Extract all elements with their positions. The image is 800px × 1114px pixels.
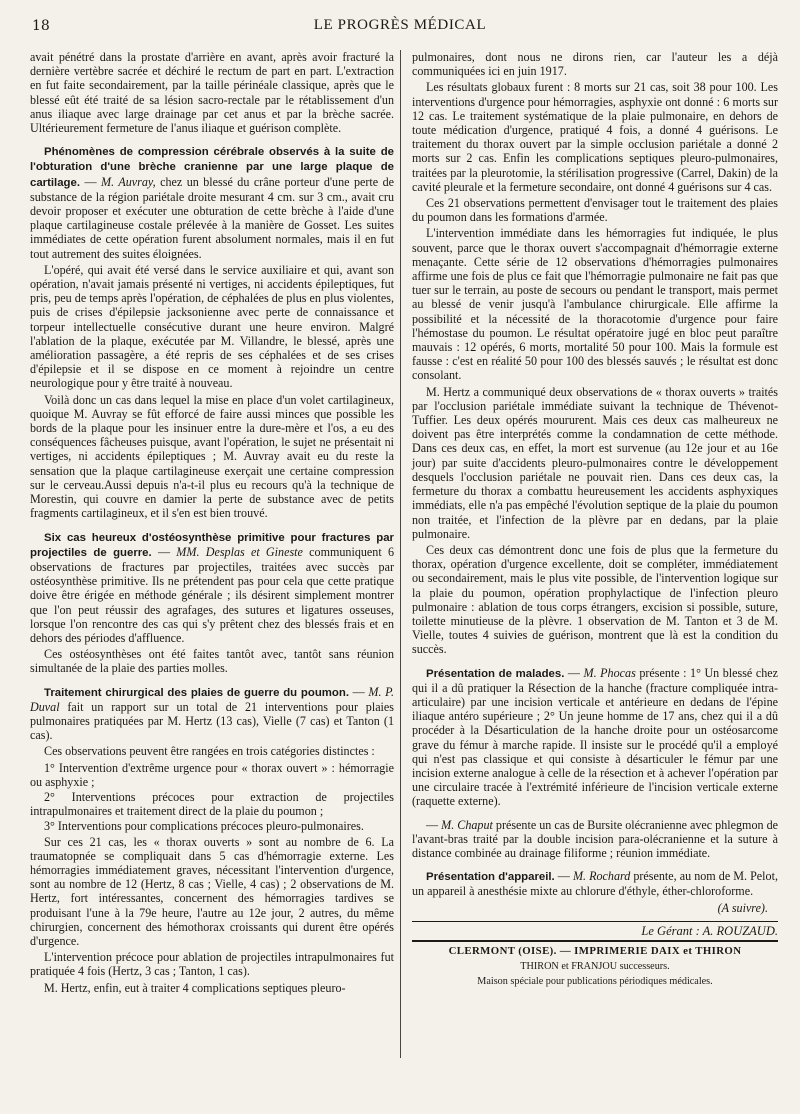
divider	[412, 921, 778, 922]
paragraph: présente : 1° Un blessé chez qui il a dû pratiquer la Résection de la hanche (fracture compliquée intra-articulaire) par une incision verticale et antérieure en dedans de l'épine iliaque antéro supérieure ; 2° Un jeune homme de 17 ans, chez qui il a dû procéder à la Désarticulation de la hanche droite pour un ostéosarcome grave du fémur à marche rapide. Il insiste sur le procédé qu'il a employé qui n'est pas classique et qui consiste à désarticuler le fémur par une incision externe analogue à celle de la résection et à achever l'opération par une circulaire tracée à l'extrémité inférieure de l'incision verticale externe (raquette externe).	[412, 665, 778, 809]
paragraph: présente, au nom de M. Pelot, un appareil à anesthésie mixte au chlorure d'éthyle, éther-chloroforme.	[412, 869, 778, 899]
paragraph: L'intervention immédiate dans les hémorragies fut indiquée, le plus souvent, parce que le thorax ouvert s'accompagnait d'hémorragie externe menaçante. Cette série de 12 observations d'hémorragies pulmonaires affirme une fois de plus ce fait que l'hémorragie pulmonaire ne fait pas que tuer sur le terrain, au poste de secours ou pendant le transport, mais permet au blessé de venir jusqu'à l'ambulance chirurgicale. Elle affirme la possibilité et la nécessité de la thoracotomie d'urgence pour faire l'hémostase du poumon. Le résultat opératoire jugé en bloc peut paraître mauvais : 12 opérés, 6 morts, mortalité 50 pour 100. Mais la formule est fausse : c'est en réalité 50 pour 100 des blessés sauvés ; le résultat est donc consolant.	[412, 226, 778, 383]
right-column	[412, 50, 778, 990]
author: M. Auvray,	[101, 174, 156, 189]
section-title: Traitement chirurgical des plaies de guerre du poumon.	[44, 686, 350, 699]
divider	[412, 940, 778, 942]
printer-line: THIRON et FRANJOU successeurs.	[520, 960, 670, 972]
paragraph: pulmonaires, dont nous ne dirons rien, car l'auteur les a déjà communiquées ici en juin 1917.	[412, 50, 778, 79]
paragraph: chez un blessé du crâne porteur d'une perte de substance de la région pariétale droite mesurant 4 cm. sur 3 cm., avait cru devoir proposer et exécuter une obturation de cette brèche à l'aide d'une plaque cartilagineuse costale prélevée à la manière de Gosset. Les suites immédiates de cette opération furent absolument normales, mais il en fut tout autrement des suites éloignées.	[30, 174, 394, 261]
paragraph: M. Hertz, enfin, eut à traiter 4 complications septiques pleuro-	[44, 980, 346, 995]
section-heading-compression: Phénomènes de compression cérébrale observés à la suite de l'obturation d'une brèche cranienne par une large plaque de cartilage. — M. Auvray, chez un blessé du crâne porteur d'une perte de substance de la région pariétale droite mesurant 4 cm. sur 3 cm., avait cru devoir proposer et exécuter une obturation de cette brèche à l'aide d'une plaque cartilagineuse costale prélevée à la manière de Gosset. Les suites immédiates de cette opération furent absolument normales, mais il en fut tout autrement des suites éloignées.	[30, 146, 394, 261]
paragraph: avait pénétré dans la prostate d'arrière en avant, après avoir fracturé la dernière vertèbre sacrée et déchiré le rectum de part en part. L'extraction en fut faite secondairement, par la taille périnéale classique, après que le blessé eût été traité de sa lésion sacro-rectale par le rétablissement d'un anus iliaque avec large drainage par cet anus et par la brèche sacrée. Ultérieurement fermeture de l'anus iliaque et guérison complète.	[30, 50, 394, 136]
section-title: Six cas heureux d'ostéosynthèse primitive pour fractures par projectiles de guerre.	[30, 531, 394, 559]
paragraph: Voilà donc un cas dans lequel la mise en place d'un volet cartilagineux, quoique M. Auvray se fût efforcé de faire aussi minces que possible les bords de la plaque pour les insinuer entre la dure-mère et l'os, a eu des conséquences fâcheuses puisque, avant l'opération, le sujet ne présentait ni vertiges, ni accidents épileptiques ; M. Auvray avait eu du reste la sensation que la plaque cartilagineuse exerçait une certaine compression sur le cerveau.Aussi depuis n'a-t-il plus eu recours qu'à la technique de Morestin, qui couvre en damier la perte de substance avec de petits fragments cartilagineux, et il s'en est bien trouvé.	[30, 392, 394, 521]
list-item: 3° Interventions pour complications précoces pleuro-pulmonaires.	[44, 819, 364, 834]
paragraph: Sur ces 21 cas, les « thorax ouverts » sont au nombre de 6. La traumatopnée se compliquait dans 5 cas d'hémorragie externe. Les hémorragies immédiatement graves, nécessitant l'intervention d'urgence, sont au nombre de 12 (Hertz, 8 cas ; Vielle, 4 cas) ; 2 observations de M. Hertz, fort intéressantes, concernent des hémorragies tardives se produisant l'une à la 79e heure, l'autre au 12e jour, 2 autres, du même chirurgien, concernent des hémothorax croissants qui durent être opérés d'urgence.	[30, 834, 394, 948]
section-heading-osteosynthese: Six cas heureux d'ostéosynthèse primitive pour fractures par projectiles de guerre. — MM. Desplas et Gineste communiquent 6 observations de fractures par projectiles, traitées avec succès par ostéosynthèse primitive. Ils ne prétendent pas pour cela que cette pratique doive être érigée en méthode générale ; ils désirent simplement montrer que l'on peut réussir des agrafages, des sutures et ligatures osseuses, lorsque l'on rencontre des cas qui s'y prêtent chez des blessés frais et en dehors des périodes d'affluence.	[30, 531, 395, 645]
paragraph: Les résultats globaux furent : 8 morts sur 21 cas, soit 38 pour 100. Les interventions d'urgence pour hémorragies, asphyxie ont donné : 6 morts sur 12 cas. Le traitement systématique de la plaie pulmonaire, en dehors de toute médication d'urgence, pratiqué 4 fois, a donné 4 guérisons. Le traitement du thorax ouvert par la simple occlusion pariétale a donné 2 morts sur 2 cas. Enfin les complications septiques pleuro-pulmonaires, traitées par la pleurotomie, la stérilisation progressive (Carrel, Dakin) de la cavité pleurale et la fermeture secondaire, ont donné 4 guérisons sur 4 cas.	[412, 80, 778, 194]
printer-line: Maison spéciale pour publications périodiques médicales.	[477, 975, 713, 987]
section-heading-malades: Présentation de malades. — M. Phocas présente : 1° Un blessé chez qui il a dû pratiquer la Résection de la hanche (fracture compliquée intra-articulaire) par une incision verticale et antérieure en dedans de l'épine iliaque antéro supérieure ; 2° Un jeune homme de 17 ans, chez qui il a dû procéder à la Désarticulation de la hanche droite pour un ostéosarcome grave du fémur à marche rapide. Il insiste sur le procédé qu'il a employé qui n'est pas classique et qui consiste à désarticuler le fémur par une incision externe analogue à celle de la résection et à achever l'opération par une circulaire tracée à l'extrémité inférieure de l'incision verticale externe (raquette externe).	[412, 665, 778, 809]
author: M. Chaput	[441, 817, 493, 832]
entry-chaput: — M. Chaput présente un cas de Bursite olécranienne avec phlegmon de l'avant-bras traité par la double incision para-olécranienne et la suture à distance combinée au drainage filiforme ; réunion immédiate.	[412, 817, 778, 860]
list-item: 2° Interventions précoces pour extraction de projectiles intrapulmonaires et traitement direct de la plaie du poumon ;	[30, 789, 394, 819]
signature: Le Gérant : A. ROUZAUD.	[641, 923, 778, 938]
paragraph: présente un cas de Bursite olécranienne avec phlegmon de l'avant-bras traité par la double incision para-olécranienne et la suture à distance combinée au drainage filiforme ; réunion immédiate.	[412, 817, 778, 860]
paragraph: Ces deux cas démontrent donc une fois de plus que la fermeture du thorax, opération d'urgence excellente, doit se compléter, immédiatement ou secondairement, mais le plus vite possible, de l'intervention logique sur la plaie du poumon, opération prophylactique de l'infection pleuro pulmonaire : ablation de tous corps étrangers, excision si possible, suture, toilette minutieuse de la plèvre. 1 observation de M. Tanton et 3 de M. Vielle, toutes 4 suivies de guérison, montrent que là est la condition du succès.	[412, 542, 778, 657]
section-title: Présentation d'appareil.	[426, 871, 555, 884]
left-column	[30, 50, 394, 997]
author: MM. Desplas et Gineste	[176, 544, 303, 559]
section-title: Présentation de malades.	[426, 667, 565, 680]
section-heading-poumon: Traitement chirurgical des plaies de guerre du poumon. — M. P. Duval fait un rapport sur un total de 21 interventions pour plaies pulmonaires pratiquées par M. Hertz (13 cas), Vielle (7 cas) et Tanton (1 cas).	[30, 684, 395, 743]
journal-title: LE PROGRÈS MÉDICAL	[313, 17, 487, 33]
section-title: Phénomènes de compression cérébrale observés à la suite de l'obturation d'une brèche cranienne par une large plaque de cartilage.	[30, 146, 394, 189]
paragraph: Ces 21 observations permettent d'envisager tout le traitement des plaies du poumon dans les formations d'armée.	[412, 196, 778, 225]
paragraph: L'intervention précoce pour ablation de projectiles intrapulmonaires fut pratiquée 4 fois (Hertz, 3 cas ; Tanton, 1 cas).	[30, 950, 394, 979]
author: M. Rochard	[572, 869, 631, 884]
to-be-continued: (A suivre).	[717, 900, 768, 915]
paragraph: fait un rapport sur un total de 21 interventions pour plaies pulmonaires pratiquées par M. Hertz (13 cas), Vielle (7 cas) et Tanton (1 cas).	[30, 699, 394, 743]
paragraph: Ces observations peuvent être rangées en trois catégories distinctes :	[44, 744, 375, 759]
paragraph: Ces ostéosynthèses ont été faites tantôt avec, tantôt sans réunion simultanée de la plaie des parties molles.	[30, 647, 394, 676]
section-heading-appareil: Présentation d'appareil. — M. Rochard présente, au nom de M. Pelot, un appareil à anesthésie mixte au chlorure d'éthyle, éther-chloroforme.	[412, 869, 778, 899]
printer-line: CLERMONT (OISE). — IMPRIMERIE DAIX et THIRON	[448, 944, 742, 957]
page-header	[0, 0, 800, 40]
paragraph: L'opéré, qui avait été versé dans le service auxiliaire et qui, avant son opération, n'avait jamais présenté ni vertiges, ni accidents épileptiques, fut pris, peu de temps après l'opération, de céphalées de plus en plus violentes, puis de crises d'épilepsie jacksonienne avec perte de connaissance et torpeur intellectuelle consécutive durant une heure environ. Malgré l'ablation de la plaque, exécutée par M. Villandre, le blessé, après une amélioration passagère, a été repris de ses céphalées et de ses crises d'épilepsie et il se dispose en ce moment à rejoindre un centre neurologique pour y être traité à nouveau.	[30, 262, 394, 391]
paragraph: M. Hertz a communiqué deux observations de « thorax ouverts » traités par l'occlusion pariétale immédiate suivant la technique de Thévenot-Tuffier. Les deux opérés moururent. Mais ces deux cas malheureux ne doivent pas être interprétés comme la condamnation de cette méthode. Dans ces deux cas, en effet, la mort est survenue (au 12e jour et au 16e jour) par suite d'accidents pleuro-pulmonaires contre le développement desquels l'occlusion pariétale ne pouvait rien. Dans ces deux cas, la fermeture du thorax a combattu heureusement les accidents asphyxiques immédiats, elle n'a pas empêché l'évolution septique de la plaie du poumon non traitée, et l'infection de la plèvre par en dedans, par la plaie pulmonaire.	[412, 384, 778, 541]
author: M. P. Duval	[30, 684, 395, 714]
paragraph: communiquent 6 observations de fractures par projectiles, traitées avec succès par ostéosynthèse primitive. Ils ne prétendent pas pour cela que cette pratique doive être érigée en méthode générale ; ils désirent simplement montrer que l'on peut réussir des agrafages, des sutures et ligatures osseuses, lorsque l'on rencontre des cas qui s'y prêtent chez des blessés frais et en dehors des périodes d'affluence.	[30, 544, 395, 645]
column-divider	[400, 50, 401, 1058]
author: M. Phocas	[583, 665, 636, 680]
page-number: 18	[32, 18, 50, 34]
list-item: 1° Intervention d'extrême urgence pour « thorax ouvert » : hémorragie ou asphyxie ;	[30, 760, 394, 789]
